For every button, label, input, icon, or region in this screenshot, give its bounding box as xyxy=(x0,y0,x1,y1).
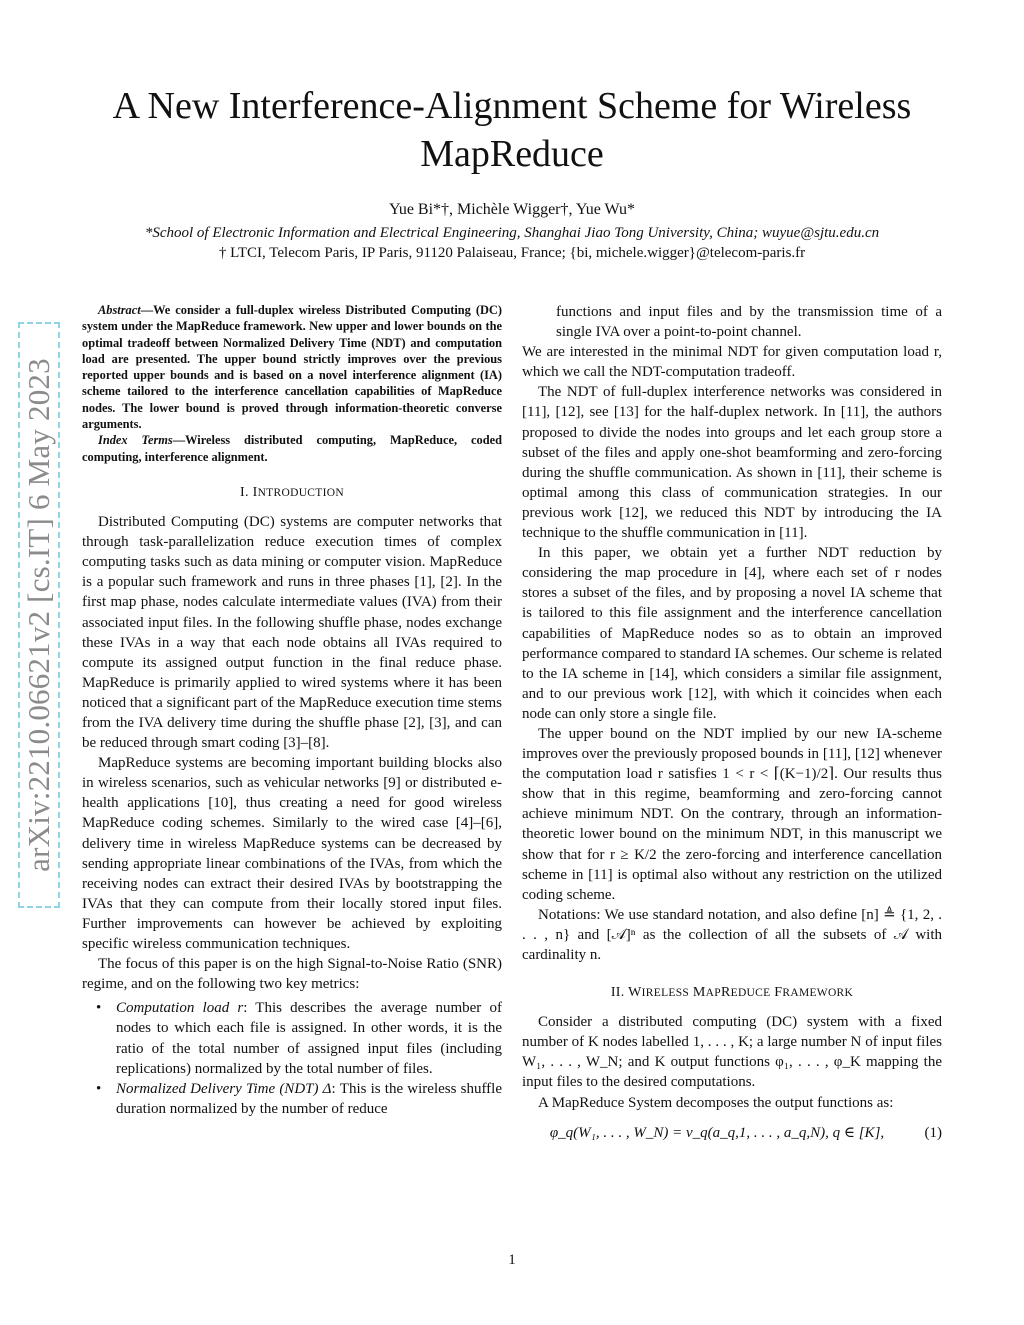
intro-paragraph-1: Distributed Computing (DC) systems are computer networks that through task-parallelization reduce execution times of complex computing tasks such as data mining or computer vision. MapReduce is a popular such framework and runs in three phases [1], [2]. In the first map phase, nodes calculate intermediate values (IVA) from their associated input files. In the following shuffle phase, nodes exchange these IVAs in a way that each node obtains all IVAs required to compute its assigned output function in the final reduce phase. MapReduce is primarily applied to wired systems where it has been noticed that a significant part of the MapReduce execution time stems from the IVA delivery time during the shuffle phase [2], [3], and can be reduced through smart coding [3]–[8]. xyxy=(82,514,502,752)
abstract xyxy=(82,302,502,432)
section-rest: RAMEWORK xyxy=(782,987,854,1000)
abstract-text: —We consider a full-duplex wireless Distributed Computing (DC) system under the MapReduce framework. New upper and lower bounds on the optimal tradeoff between Normalized Delivery Time (NDT) and computation load are presented. The upper bound strictly improves over the previous reported upper bounds and is based on a novel interference alignment (IA) scheme tailored to the interference cancellation capabilities of MapReduce nodes. The lower bound is proved through information-theoretic converse arguments. xyxy=(82,303,502,432)
list-item xyxy=(82,1079,502,1119)
page-number: 1 xyxy=(508,1252,516,1268)
bullet-text: : This is the wireless shuffle duration normalized by the number of reduce xyxy=(116,1080,503,1117)
authors: Yue Bi*†, Michèle Wigger†, Yue Wu* xyxy=(389,201,635,218)
section-heading-framework xyxy=(522,983,942,1003)
metrics-list xyxy=(82,998,502,1119)
section-rest: IRELESS xyxy=(641,987,690,1000)
affiliation-1: *School of Electronic Information and Electrical Engineering, Shanghai Jiao Tong University, China; wuyue@sjtu.edu.cn xyxy=(144,225,880,241)
framework-paragraph-1: Consider a distributed computing (DC) system with a fixed number of K nodes labelled 1, . . . , K; a large number N of input files W₁, . . . , W_N; and K output functions φ₁, . . . , φ_K mapping the input files to the desired computations. xyxy=(522,1014,942,1091)
framework-paragraph-2: A MapReduce System decomposes the output functions as: xyxy=(538,1094,894,1111)
affiliation-2: † LTCI, Telecom Paris, IP Paris, 91120 Palaiseau, France; {bi, michele.wigger}@telecom-paris.fr xyxy=(218,245,806,261)
index-terms-text: —Wireless distributed computing, MapReduce, coded computing, interference alignment. xyxy=(82,433,502,464)
paper-title: A New Interference-Alignment Scheme for Wireless MapReduce xyxy=(112,85,912,175)
list-item xyxy=(82,998,502,1078)
bullet-continuation: functions and input files and by the transmission time of a single IVA over a point-to-point channel. xyxy=(556,304,942,341)
section-rest: NTRODUCTION xyxy=(257,486,344,499)
right-paragraph-1: We are interested in the minimal NDT for given computation load r, which we call the NDT-computation tradeoff. xyxy=(522,344,942,381)
notations-paragraph: Notations: We use standard notation, and also define [n] ≜ {1, 2, . . . , n} and [𝒜]ⁿ as the collection of all the subsets of 𝒜 with cardinality n. xyxy=(522,906,942,963)
section-cap: F xyxy=(774,985,783,1001)
intro-paragraph-3: The focus of this paper is on the high Signal-to-Noise Ratio (SNR) regime, and on the following two key metrics: xyxy=(82,956,502,993)
equation-body: φ_q(W₁, . . . , W_N) = v_q(a_q,1, . . . , a_q,N), q ∈ [K], xyxy=(549,1124,885,1141)
right-paragraph-3: In this paper, we obtain yet a further NDT reduction by considering the map procedure in [4], where each set of r nodes stores a subset of the files, and by proposing a novel IA scheme that is tailored to this file assignment and the interference cancellation capabilities of MapReduce nodes so as to obtain an improved performance compared to standard IA schemes. Our scheme is related to the IA scheme in [14], which considers a similar file assignment, and to our previous work [12], with which it coincides when each node can only store a single file. xyxy=(522,545,942,722)
section-cap: R xyxy=(720,985,731,1001)
index-terms xyxy=(82,432,502,465)
bullet-text: : This describes the average number of nodes to which each file is assigned. In other words, it is the ratio of the total number of assigned input files (including replications) normalized by the total number of files. xyxy=(116,1000,502,1077)
bullet-term: Computation load r xyxy=(116,1000,244,1017)
section-heading-introduction xyxy=(82,483,502,503)
section-rest: EDUCE xyxy=(730,987,771,1000)
section-cap: I xyxy=(252,484,258,500)
section-numeral: I. xyxy=(240,484,253,500)
right-column xyxy=(522,302,942,1143)
right-paragraph-4: The upper bound on the NDT implied by our new IA-scheme improves over the previously proposed bounds in [11], [12] whenever the computation load r satisfies 1 < r < ⌈(K−1)/2⌉. Our results thus show that in this regime, beamforming and zero-forcing cannot achieve minimum NDT. On the contrary, through an information-theoretic lower bound on the minimum NDT, in this manuscript we show that for r ≥ K/2 the zero-forcing and interference cancellation scheme in [11] is optimal also without any restriction on the utilized coding scheme. xyxy=(522,725,942,903)
right-paragraph-2: The NDT of full-duplex interference networks was considered in [11], [12], see [13] for the half-duplex network. In [11], the authors proposed to divide the nodes into groups and let each group store a subset of the files and apply one-shot beamforming and zero-forcing during the shuffle communication. As shown in [11], their scheme is optimal among this class of communication strategies. In our previous work [12], we reduced this NDT by introducing the IA technique to the shuffle communication in [11]. xyxy=(522,384,942,542)
abstract-heading: Abstract xyxy=(98,303,141,317)
equation-1 xyxy=(522,1123,942,1143)
section-numeral: II. xyxy=(610,985,629,1001)
intro-paragraph-2: MapReduce systems are becoming important building blocks also in wireless scenarios, such as vehicular networks [9] or distributed e-health applications [10], thus creating a need for good wireless MapReduce coding schemes. Similarly to the wired case [4]–[6], delivery time in wireless MapReduce systems can be decreased by sending appropriate linear combinations of the IVAs, from which the receiving nodes can extract their desired IVAs by bootstrapping the IVAs that they can compute from their locally stored input files. Further improvements can however be achieved by exploiting specific wireless communication techniques. xyxy=(82,755,502,953)
arxiv-stamp xyxy=(18,322,60,908)
bullet-term: Normalized Delivery Time (NDT) Δ xyxy=(116,1080,332,1097)
equation-number: (1) xyxy=(924,1124,942,1141)
section-cap: M xyxy=(692,985,706,1001)
section-cap: W xyxy=(628,985,642,1001)
section-rest: AP xyxy=(705,987,721,1000)
arxiv-stamp-text: arXiv:2210.06621v2 [cs.IT] 6 May 2023 xyxy=(21,358,56,872)
index-terms-heading: Index Terms xyxy=(98,433,173,448)
left-column xyxy=(82,302,502,1119)
